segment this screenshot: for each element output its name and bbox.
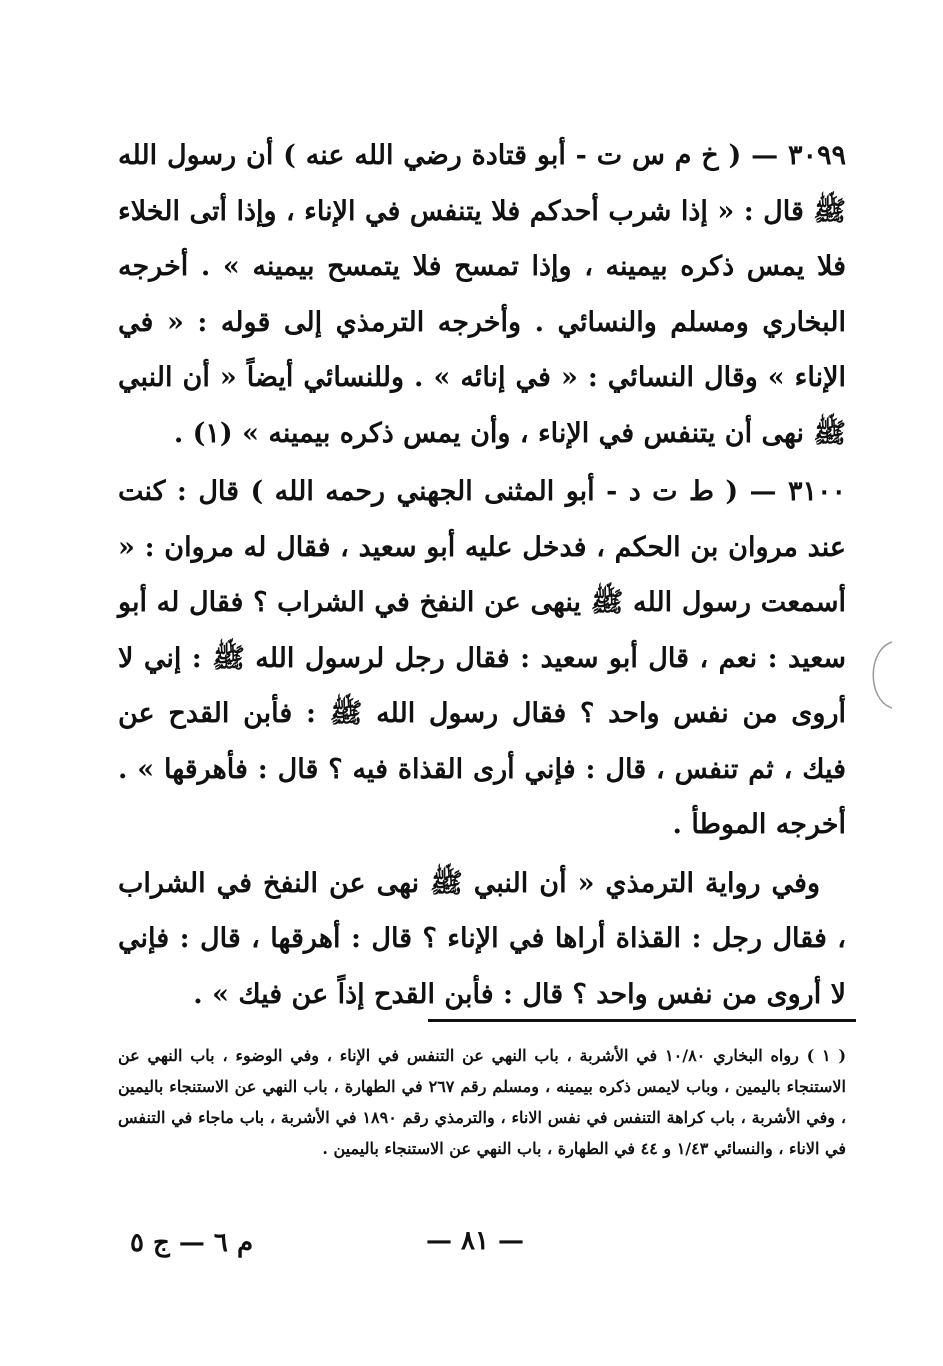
hadith-3099 (118, 128, 846, 461)
narration-text: وفي رواية الترمذي « أن النبي ﷺ نهى عن النفخ في الشراب ، فقال رجل : القذاة أراها في الإناء ؟ قال : أهرقها ، قال : فإني لا أروى من نفس واحد ؟ قال : فأبن القدح إذاً عن فيك » . (118, 867, 846, 1010)
margin-bracket-mark (862, 640, 902, 710)
tirmidhi-narration (118, 856, 846, 1023)
printer-signature: م ٦ — ج ٥ (130, 1228, 254, 1258)
body-text (118, 128, 846, 1022)
footnote-divider (428, 1019, 856, 1022)
hadith-text: — ( ط ت د - أبو المثنى الجهني رحمه الله ) قال : كنت عند مروان بن الحكم ، فدخل عليه أبو سعيد ، فقال له مروان : « أسمعت رسول الله ﷺ ينهى عن النفخ في الشراب ؟ فقال له أبو سعيد : نعم ، قال أبو سعيد : فقال رجل لرسول الله ﷺ : إني لا أروى من نفس واحد ؟ فقال رسول الله ﷺ : فأبن القدح عن فيك ، ثم تنفس ، قال : فإني أرى القذاة فيه ؟ قال : فأهرقها » . أخرجه الموطأ . (118, 476, 846, 840)
hadith-number: ٣١٠٠ (787, 476, 846, 507)
footnote: ( ١ ) رواه البخاري ١٠/٨٠ في الأشربة ، باب النهي عن التنفس في الإناء ، وفي الوضوء ، باب النهي عن الاستنجاء باليمين ، وباب لايمس ذكره بيمينه ، ومسلم رقم ٢٦٧ في الطهارة ، باب النهي عن الاستنجاء باليمين ، وفي الأشربة ، باب كراهة التنفس في نفس الاناء ، والترمذي رقم ١٨٩٠ في الأشربة ، باب ماجاء في التنفس في الاناء ، والنسائي ١/٤٣ و ٤٤ في الطهارة ، باب النهي عن الاستنجاء باليمين . (118, 1046, 847, 1158)
hadith-3100 (118, 464, 846, 853)
hadith-text: — ( خ م س ت - أبو قتادة رضي الله عنه ) أن رسول الله ﷺ قال : « إذا شرب أحدكم فلا يتنفس في الإناء ، وإذا أتى الخلاء فلا يمس ذكره بيمينه ، وإذا تمسح فلا يتمسح بيمينه » . أخرجه البخاري ومسلم والنسائي . وأخرجه الترمذي إلى قوله : « في الإناء » وقال النسائي : « في إنائه » . وللنسائي أيضاً « أن النبي ﷺ نهى أن يتنفس في الإناء ، وأن يمس ذكره بيمينه » (١) . (118, 140, 846, 449)
page-number: — ٨١ — (425, 1226, 525, 1256)
hadith-number: ٣٠٩٩ (787, 140, 846, 171)
